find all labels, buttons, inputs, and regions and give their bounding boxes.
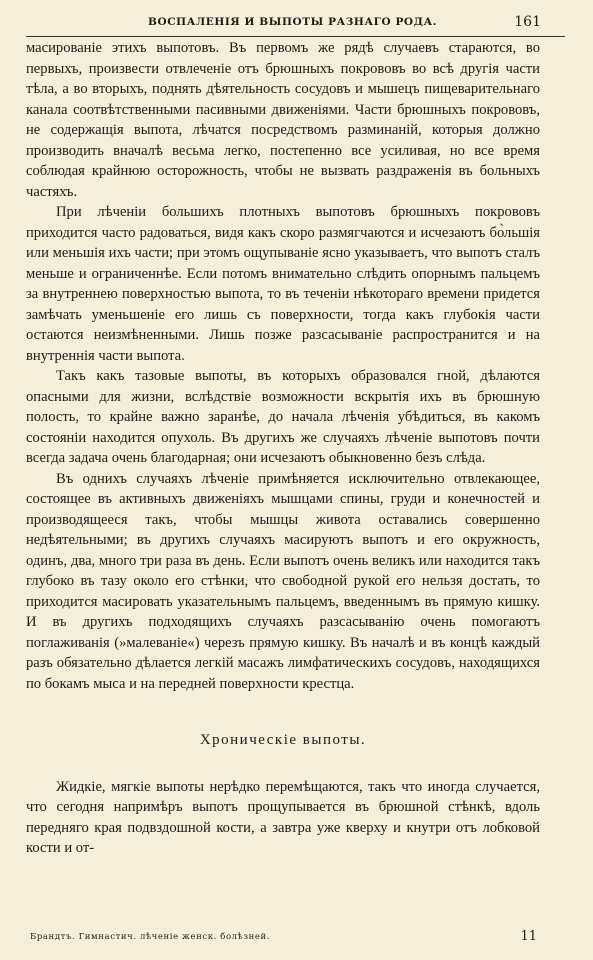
running-title: ВОСПАЛЕНІЯ И ВЫПОТЫ РАЗНАГО РОДА. — [148, 16, 438, 28]
section-heading: Хроническіе выпоты. — [199, 732, 367, 748]
paragraph: масированіе этихъ выпотовъ. Въ первомъ же рядѣ случаевъ стараются, во первыхъ, произвести отвлеченіе отъ брюшныхъ покрововъ во всѣ другія части тѣла, а во вторыхъ, поднять дѣятельность сосудовъ и мышецъ пищеварительнаго канала соотвѣтственными пасивными движеніями. Части брюшныхъ покрововъ, не содержащія выпота, лѣчатся посредствомъ разминаній, которыя должно производить вначалѣ весьма легко, постепенно все усиливая, но все время соблюдая крайнюю осторожность, чтобы не вызвать раздраженія въ больныхъ частяхъ. — [26, 40, 540, 200]
body-text — [26, 38, 540, 859]
page-number: 161 — [514, 14, 541, 30]
paragraph: При лѣченіи большихъ плотныхъ выпотовъ брюшныхъ покрововъ приходится часто радоваться, видя какъ скоро размягчаются и исчезаютъ бо̀льшія или меньшія ихъ части; при этомъ ощупываніе ясно указываетъ, что выпотъ сталъ меньше и ограниченнѣе. Если потомъ внимательно слѣдить опорнымъ пальцемъ за внутреннею поверхностью выпота, то въ теченіи нѣкотораго времени придется замѣчать уменьшеніе его лишь съ поверхности, тогда какъ глубокія части остаются неизмѣненными. Лишь позже разсасываніе распространится и на внутреннія части выпота. — [26, 204, 540, 364]
footer-citation: Брандтъ. Гимнастич. лѣченіе женск. болѣзней. — [30, 932, 271, 942]
running-header — [0, 10, 593, 34]
paragraph: Въ однихъ случаяхъ лѣченіе примѣняется исключительно отвлекающее, состоящее въ активныхъ движеніяхъ мышцами спины, груди и конечностей и производящееся такъ, чтобы мышцы живота оставались совершенно недѣятельными; въ другихъ случаяхъ масируютъ выпотъ и его окружность, одинъ, два, много три раза въ день. Если выпотъ очень великъ или находится такъ глубоко въ тазу около его стѣнки, что свободной рукой его нельзя достать, то приходится масировать указательнымъ пальцемъ, введеннымъ въ прямую кишку. И въ другихъ подходящихъ случаяхъ разсасыванію очень помогаютъ поглаживанія (»малеваніе«) черезъ прямую кишку. Въ началѣ и въ концѣ каждый разъ обязательно дѣлается легкій масажъ лимфатическихъ сосудовъ, находящихся по бокамъ мыса и на передней поверхности крестца. — [26, 470, 540, 692]
page-footer — [30, 928, 537, 946]
signature-mark: 11 — [520, 929, 537, 944]
header-rule — [26, 36, 565, 37]
paragraph: Жидкіе, мягкіе выпоты нерѣдко перемѣщаются, такъ что иногда случается, что сегодня напримѣръ выпотъ прощупывается въ брюшной стѣнкѣ, вдоль передняго края подвздошной кости, а завтра уже кверху и кнутри отъ лобковой кости и от- — [26, 778, 540, 856]
paragraph: Такъ какъ тазовые выпоты, въ которыхъ образовался гной, дѣлаются опасными для жизни, вслѣдствіе возможности вскрытія ихъ въ брюшную полость, то крайне важно заранѣе, до начала лѣченія убѣдиться, въ какомъ состояніи находится опухоль. Въ другихъ же случаяхъ лѣченіе выпотовъ почти всегда задача очень благодарная; они исчезаютъ обыкновенно безъ слѣда. — [26, 368, 540, 466]
